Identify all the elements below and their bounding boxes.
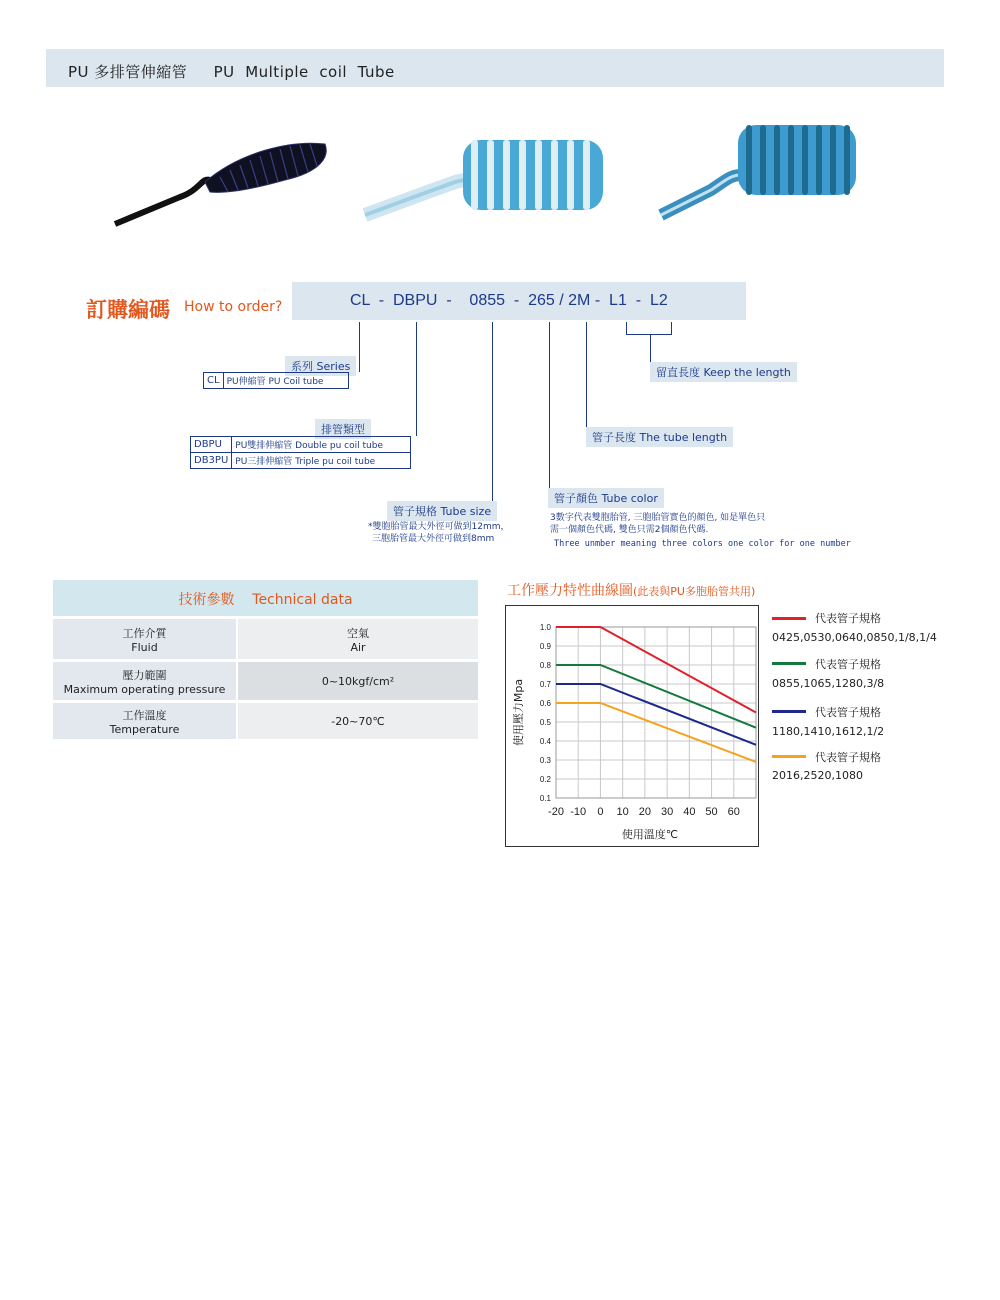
- legend-swatch-2: [772, 710, 806, 713]
- y-tick-label: 0.7: [539, 680, 551, 689]
- tech-value-cn: -20~70℃: [331, 714, 385, 728]
- tech-value: [238, 703, 478, 739]
- tech-row-temperature: [53, 703, 478, 739]
- chart-frame: [505, 605, 759, 847]
- type-code: DBPU: [191, 437, 232, 453]
- tech-label: [53, 662, 236, 700]
- y-tick-label: 0.6: [539, 699, 551, 708]
- legend-swatch-1: [772, 662, 806, 665]
- technical-data-header: [53, 580, 478, 616]
- legend-label-1: 代表管子規格: [815, 658, 881, 671]
- length-label: 管子長度 The tube length: [586, 427, 733, 447]
- type-desc: PU三排伸縮管 Triple pu coil tube: [232, 453, 411, 469]
- legend-sizes-2: 1180,1410,1612,1/2: [772, 725, 885, 738]
- blue-clear-double-coil-image: [363, 135, 608, 235]
- series-desc: PU伸縮管 PU Coil tube: [223, 373, 348, 389]
- tech-label-en: Temperature: [109, 722, 180, 736]
- connector-length: [586, 322, 587, 434]
- type-label: 排管類型: [315, 419, 371, 439]
- x-tick-label: 30: [660, 806, 674, 818]
- size-label: 管子規格 Tube size: [387, 501, 497, 521]
- series-options: [203, 372, 349, 389]
- series-option-row: [204, 373, 349, 389]
- tech-label-cn: 工作溫度: [122, 708, 167, 722]
- y-axis-label: 使用壓力Mpa: [512, 678, 525, 747]
- type-options: [190, 436, 411, 469]
- chart-title-text: 工作壓力特性曲線圖: [507, 583, 633, 599]
- color-note-1: 3數字代表雙胞胎管, 三胞胎管實色的顏色, 如是單色只: [550, 513, 766, 523]
- chart-subtitle: (此表與PU多胞胎管共用): [633, 585, 756, 598]
- legend-sizes-0: 0425,0530,0640,0850,1/8,1/4: [772, 631, 937, 644]
- tech-row-pressure: [53, 662, 478, 700]
- x-tick-label: 50: [705, 806, 718, 818]
- x-axis-label: 使用溫度℃: [621, 828, 679, 841]
- connector-color: [549, 322, 550, 492]
- chart-title: [507, 580, 755, 600]
- connector-size: [492, 322, 493, 508]
- tech-value-cn: 空氣: [347, 626, 369, 640]
- x-tick-label: -10: [570, 806, 587, 818]
- y-tick-label: 0.3: [539, 756, 551, 765]
- blue-triple-coil-image: [656, 120, 861, 225]
- order-title-en: How to order?: [184, 299, 283, 315]
- page-title: PU 多排管伸縮管 PU Multiple coil Tube: [68, 63, 395, 81]
- x-tick-label: 20: [638, 806, 652, 818]
- plot-area: [556, 627, 756, 798]
- order-title: 訂購編碼: [86, 298, 170, 322]
- legend-sizes-3: 2016,2520,1080: [772, 769, 863, 782]
- y-tick-label: 0.2: [539, 775, 551, 784]
- x-tick-label: -20: [548, 806, 564, 818]
- tech-label-en: Fluid: [131, 640, 158, 654]
- connector-keep: [650, 334, 651, 364]
- x-tick-label: 40: [683, 806, 696, 818]
- size-note-2: 三胞胎管最大外徑可做到8mm: [372, 534, 495, 544]
- type-option-row: [191, 437, 411, 453]
- technical-data-title-en: Technical data: [252, 592, 353, 608]
- x-tick-label: 0: [597, 806, 604, 818]
- color-label: 管子顏色 Tube color: [548, 488, 664, 508]
- connector-type: [416, 322, 417, 436]
- y-tick-label: 0.1: [539, 794, 551, 803]
- legend-sizes-1: 0855,1065,1280,3/8: [772, 677, 885, 690]
- legend-label-0: 代表管子規格: [815, 612, 881, 625]
- series-line-0: [556, 627, 756, 713]
- connector-keep-bracket: [626, 334, 672, 335]
- color-note-2: 需一個顏色代碼, 雙色只需2個顏色代碼.: [550, 525, 709, 535]
- tech-label-cn: 壓力範圍: [122, 668, 167, 682]
- tech-label-en: Maximum operating pressure: [63, 682, 226, 696]
- connector-series: [359, 322, 360, 372]
- legend-label-3: 代表管子規格: [815, 751, 881, 764]
- series-line-2: [556, 684, 756, 745]
- legend-swatch-0: [772, 617, 806, 620]
- connector-l2: [671, 322, 672, 334]
- series-code: CL: [204, 373, 224, 389]
- tech-label-cn: 工作介質: [122, 626, 167, 640]
- legend-label-2: 代表管子規格: [815, 706, 881, 719]
- x-tick-label: 10: [616, 806, 629, 818]
- connector-l1: [626, 322, 627, 334]
- type-code: DB3PU: [191, 453, 232, 469]
- tech-value-cn: 0~10kgf/cm²: [321, 674, 395, 688]
- pressure-chart: [506, 606, 758, 846]
- y-tick-label: 0.8: [539, 661, 551, 670]
- x-tick-label: 60: [727, 806, 740, 818]
- tech-row-fluid: [53, 619, 478, 659]
- y-tick-label: 0.4: [539, 737, 551, 746]
- technical-data-title-cn: 技術參數: [178, 592, 235, 608]
- keep-length-label: 留直長度 Keep the length: [650, 362, 797, 382]
- y-tick-label: 0.5: [539, 718, 551, 727]
- tech-value-en: Air: [350, 640, 366, 654]
- series-label: 系列 Series: [285, 356, 356, 376]
- order-code: CL - DBPU - 0855 - 265 / 2M - L1 - L2: [350, 292, 668, 309]
- tech-value: [238, 619, 478, 659]
- size-note-1: *雙胞胎管最大外徑可做到12mm，: [368, 522, 510, 532]
- tech-label: [53, 619, 236, 659]
- y-tick-label: 0.9: [539, 642, 551, 651]
- black-coil-tube-image: [110, 132, 330, 232]
- type-desc: PU雙排伸縮管 Double pu coil tube: [232, 437, 411, 453]
- tech-label: [53, 703, 236, 739]
- tech-value: [238, 662, 478, 700]
- legend-swatch-3: [772, 755, 806, 758]
- color-note-3: Three unmber meaning three colors one color for one number: [554, 539, 851, 549]
- type-option-row: [191, 453, 411, 469]
- y-tick-label: 1.0: [539, 623, 551, 632]
- technical-data-table: [53, 580, 478, 739]
